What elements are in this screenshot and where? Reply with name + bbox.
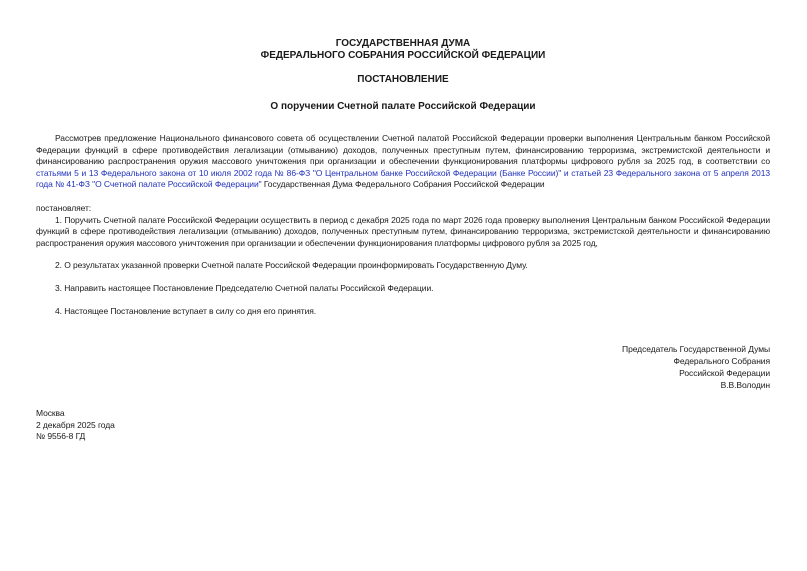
law-reference-link[interactable]: статьями 5 и 13 Федерального закона от 10 июля 2002 года № 86-ФЗ "О Центральном банке Российской Федерации (Банке России)" и статьей 23 Федерального закона от 5 апреля 2013 года № 41-ФЗ "О Счетной палате Российской Федерации" <box>36 167 770 190</box>
signature-position-line2: Федерального Собрания <box>673 356 770 367</box>
preamble-text-end: Государственная Дума Федерального Собрания Российской Федерации <box>261 179 545 190</box>
signature-position-line1: Председатель Государственной Думы <box>622 344 770 355</box>
footer-doc-number: № 9556-8 ГД <box>36 431 86 442</box>
doc-header <box>36 38 770 62</box>
signature-name: В.В.Володин <box>720 380 770 391</box>
footer-city: Москва <box>36 408 65 419</box>
footer-date: 2 декабря 2025 года <box>36 419 115 430</box>
resolution-item-2: 2. О результатах указанной проверки Счетной палате Российской Федерации проинформировать Государственную Думу. <box>55 260 528 271</box>
header-org-line2: ФЕДЕРАЛЬНОГО СОБРАНИЯ РОССИЙСКОЙ ФЕДЕРАЦИИ <box>260 50 546 61</box>
preamble-paragraph <box>36 133 770 191</box>
resolution-item-3: 3. Направить настоящее Постановление Председателю Счетной палаты Российской Федерации. <box>55 282 434 293</box>
preamble-text-start: Рассмотрев предложение Национального финансового совета об осуществлении Счетной палатой Российской Федерации проверки выполнения Центральным банком Российской Федерации функций в сфере противодействия легализации (отмыванию) доходов, полученных преступным путем, финансированию терроризма, экстремистской деятельности и финансированию распространения оружия массового уничтожения при организации и обеспечении функционирования платформы цифрового рубля за 2025 год, в соответствии со <box>36 133 770 167</box>
resolution-item-4: 4. Настоящее Постановление вступает в силу со дня его принятия. <box>55 305 317 316</box>
signature-position-line3: Российской Федерации <box>679 368 770 379</box>
header-org-line1: ГОСУДАРСТВЕННАЯ ДУМА <box>335 38 471 49</box>
page-title: О поручении Счетной палате Российской Федерации <box>270 101 536 112</box>
footer-block <box>36 408 770 443</box>
resolves-line: постановляет: <box>36 202 92 213</box>
signature-block <box>36 343 770 391</box>
doc-type-heading: ПОСТАНОВЛЕНИЕ <box>357 74 449 85</box>
resolution-item-1: 1. Поручить Счетной палате Российской Федерации осуществить в период с декабря 2025 года по март 2026 года проверку выполнения Центральным банком Российской Федерации функций в сфере противодействия легализации (отмыванию) доходов, полученных преступным путем, финансированию терроризма, экстремистской деятельности и финансированию распространения оружия массового уничтожения при организации и обеспечении функционирования платформы цифрового рубля за 2025 год, <box>36 214 770 248</box>
